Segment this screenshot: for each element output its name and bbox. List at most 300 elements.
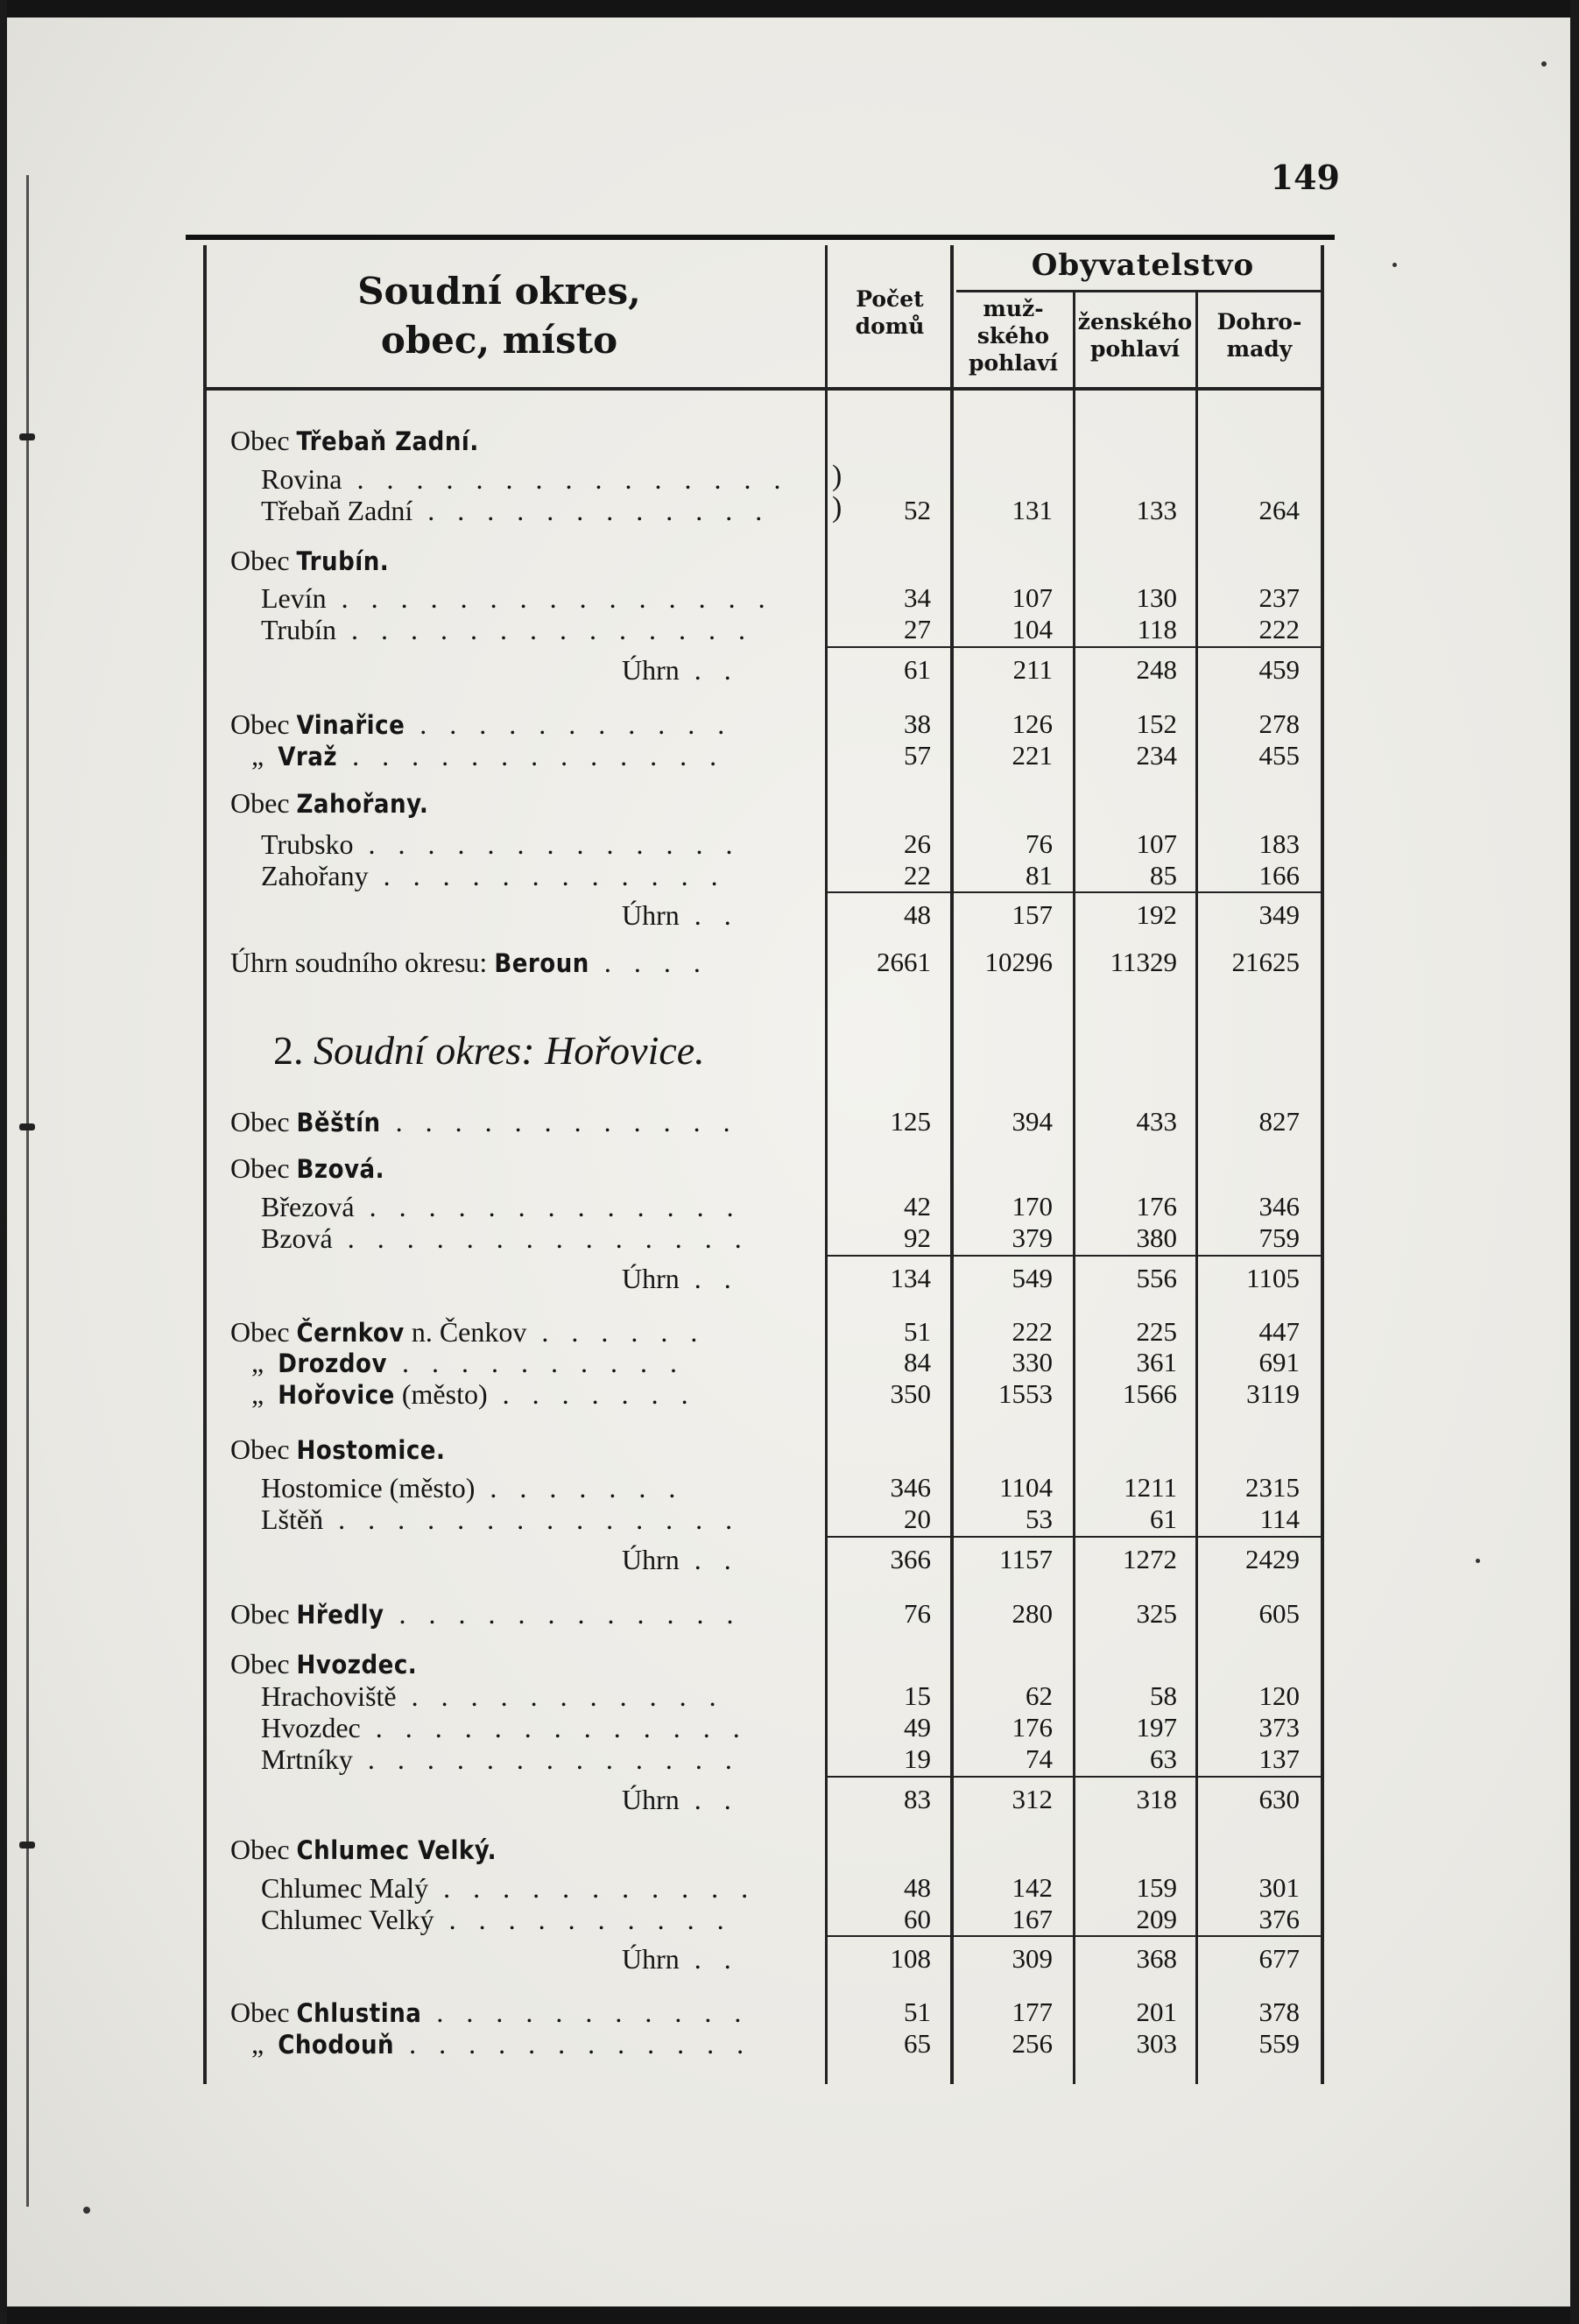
name-prefix: Chlumec Velký [261, 1904, 434, 1935]
name-prefix: Obec [230, 708, 297, 740]
column-header-female [1077, 308, 1193, 363]
name-prefix: Zahořany [261, 860, 369, 891]
table-row [0, 1680, 1579, 1713]
group-heading-row [0, 1151, 1579, 1185]
value-total: 378 [1258, 1997, 1300, 2027]
subtotal-rule [825, 891, 1324, 893]
name-prefix: Březová [261, 1191, 355, 1222]
value-total: 677 [1258, 1943, 1300, 1974]
leader-dots: . . . . . . . . . . . . . . [332, 1222, 750, 1254]
group-heading-row [0, 1647, 1579, 1680]
name-prefix: Úhrn [622, 1943, 680, 1975]
value-houses: 346 [890, 1472, 931, 1503]
value-female: 176 [1136, 1191, 1177, 1222]
name-prefix: Obec [230, 1997, 297, 2028]
value-total: 166 [1258, 860, 1300, 891]
value-female: 556 [1136, 1263, 1177, 1293]
column-header-total [1200, 308, 1319, 363]
value-total: 2429 [1245, 1544, 1300, 1574]
table-row [0, 1222, 1579, 1255]
value-houses: 51 [904, 1997, 931, 2027]
value-female: 318 [1136, 1784, 1177, 1814]
table-row [0, 739, 1579, 772]
table-row [0, 1315, 1579, 1349]
place-name [230, 946, 808, 979]
section-number: 2. [273, 1028, 314, 1073]
name-bold: Hostomice. [296, 1435, 446, 1465]
value-female: 303 [1136, 2028, 1177, 2059]
value-male: 81 [1026, 860, 1053, 891]
value-male: 53 [1026, 1504, 1053, 1534]
place-name [622, 1543, 808, 1576]
name-prefix: Levín [261, 582, 327, 614]
value-total: 264 [1258, 495, 1300, 525]
value-male: 10296 [984, 947, 1053, 977]
leader-dots: . . . . . . . . . . . . . [360, 1712, 748, 1743]
leader-dots: . . . . . . . . . . . [421, 1997, 750, 2028]
place-name [230, 1996, 808, 2029]
table-row [0, 1996, 1579, 2029]
speck [1392, 263, 1397, 267]
leader-dots: . . . . . . . . . . . [405, 708, 733, 740]
place-name [230, 1346, 808, 1379]
value-houses: 48 [904, 899, 931, 930]
header-line: Počet [856, 286, 924, 312]
value-total: 237 [1258, 582, 1300, 613]
value-male: 379 [1012, 1222, 1053, 1253]
name-prefix: Obec [230, 1106, 297, 1137]
value-houses [828, 462, 931, 496]
column-header-houses [832, 285, 948, 340]
value-houses: 22 [904, 860, 931, 891]
leader-dots: . . [679, 1263, 739, 1294]
value-male: 309 [1012, 1943, 1053, 1974]
leader-dots: . . . . . . . . . . . . . [353, 828, 741, 860]
section-heading [273, 1026, 1061, 1075]
value-male: 211 [1012, 654, 1053, 685]
table-row [0, 1743, 1579, 1776]
name-bold: Hředly [296, 1600, 384, 1630]
value-female: 234 [1136, 740, 1177, 771]
value-female: 58 [1150, 1680, 1177, 1711]
name-prefix: Obec [230, 1834, 297, 1865]
leader-dots: . . [679, 899, 739, 931]
place-name [230, 739, 808, 772]
table-row [0, 1711, 1579, 1744]
value-female: 248 [1136, 654, 1177, 685]
value-male [955, 1433, 1053, 1466]
subtotal-rule [825, 1255, 1324, 1257]
header-line: pohlaví [968, 350, 1059, 376]
name-bold: Hořovice [278, 1380, 395, 1410]
place-name [230, 544, 896, 577]
value-houses: 350 [890, 1378, 931, 1409]
value-houses: 51 [904, 1316, 931, 1347]
value-total [1202, 1151, 1300, 1185]
place-name [230, 1151, 896, 1185]
value-total [1202, 786, 1300, 820]
name-prefix: „ [230, 1378, 278, 1410]
name-prefix: Obec [230, 1648, 297, 1680]
value-houses: 83 [904, 1784, 931, 1814]
value-total: 278 [1258, 708, 1300, 739]
value-male: 330 [1012, 1347, 1053, 1377]
value-female [1079, 1833, 1177, 1866]
value-male [955, 424, 1053, 457]
value-female: 61 [1150, 1504, 1177, 1534]
place-name [261, 1222, 839, 1255]
value-total: 137 [1258, 1743, 1300, 1774]
total-row [0, 1543, 1579, 1576]
value-total [1202, 1833, 1300, 1866]
name-prefix: Obec [230, 1433, 297, 1465]
name-bold: Chlustina [296, 1998, 422, 2028]
header-line: ského [976, 323, 1050, 349]
value-female: 133 [1136, 495, 1177, 525]
value-houses: 60 [904, 1904, 931, 1934]
value-houses: 49 [904, 1712, 931, 1743]
name-bold: Chodouň [278, 2030, 395, 2060]
place-name [230, 786, 896, 820]
table-row [0, 2027, 1579, 2060]
value-male: 126 [1012, 708, 1053, 739]
name-bold: Bzová. [296, 1154, 385, 1184]
value-houses: 20 [904, 1504, 931, 1534]
name-bold: Běštín [296, 1108, 381, 1137]
value-total: 346 [1258, 1191, 1300, 1222]
leader-dots: . . . . . . . . . . . . [384, 1598, 742, 1630]
leader-dots: . . . . . . . . . . . . . [352, 1743, 740, 1775]
total-row [0, 1942, 1579, 1975]
value-houses: 108 [890, 1943, 931, 1974]
table-row [0, 1871, 1579, 1905]
name-prefix: Obec [230, 1152, 297, 1184]
value-houses: 26 [904, 828, 931, 859]
name-prefix: Trubsko [261, 828, 354, 860]
value-female: 118 [1137, 614, 1177, 644]
column-header-place [315, 267, 683, 365]
value-houses [828, 1433, 931, 1466]
value-male: 74 [1026, 1743, 1053, 1774]
name-bold: Černkov [296, 1318, 405, 1348]
header-line: muž- [983, 296, 1044, 321]
place-name [622, 898, 808, 932]
place-name [261, 1503, 839, 1536]
leader-dots: . . . . . . . [487, 1378, 696, 1410]
name-prefix: Úhrn [622, 1263, 680, 1294]
name-suffix: n. Čenkov [404, 1316, 527, 1348]
subtotal-rule [825, 1776, 1324, 1778]
column-header-male [956, 295, 1070, 377]
section-label: Soudní okres: [314, 1028, 546, 1073]
table-row [0, 462, 1579, 496]
place-name [261, 613, 839, 646]
leader-dots: . . . . . . [526, 1316, 706, 1348]
group-heading-row [0, 1433, 1579, 1466]
value-female [1079, 424, 1177, 457]
value-total [1202, 544, 1300, 577]
table-row [0, 1503, 1579, 1536]
leader-dots: . . . . [589, 947, 708, 978]
table-row [0, 1471, 1579, 1504]
name-bold: Beroun [494, 948, 589, 978]
leader-dots: . . [679, 1544, 739, 1575]
leader-dots: . . . . . . . . . . . . [394, 2028, 752, 2060]
place-name [230, 2027, 808, 2060]
value-total: 2315 [1245, 1472, 1300, 1503]
value-female [1079, 1433, 1177, 1466]
value-total: 559 [1258, 2028, 1300, 2059]
name-prefix: Lštěň [261, 1504, 324, 1535]
value-male: 549 [1012, 1263, 1053, 1293]
place-name [230, 708, 808, 741]
header-line: Soudní okres, [357, 270, 641, 313]
value-houses: 27 [904, 614, 931, 644]
name-bold: Trubín. [296, 546, 390, 576]
table-row [0, 946, 1579, 979]
place-name [622, 653, 808, 687]
header-bottom-rule [203, 387, 1324, 391]
table-row [0, 708, 1579, 741]
value-female: 192 [1136, 899, 1177, 930]
total-row [0, 653, 1579, 687]
value-total: 630 [1258, 1784, 1300, 1814]
value-male: 256 [1012, 2028, 1053, 2059]
value-male: 394 [1012, 1106, 1053, 1137]
header-line: ženského [1077, 309, 1193, 335]
value-male: 142 [1012, 1872, 1053, 1903]
value-total: 120 [1258, 1680, 1300, 1711]
place-name [230, 1647, 896, 1680]
place-name [261, 1680, 839, 1713]
value-total: 114 [1259, 1504, 1300, 1534]
place-name [622, 1783, 808, 1816]
header-line: mady [1226, 336, 1293, 362]
value-houses: 52 [904, 495, 931, 525]
subtotal-rule [825, 1536, 1324, 1538]
value-total: 455 [1258, 740, 1300, 771]
value-total: 183 [1258, 828, 1300, 859]
brace-mark: ) [832, 460, 842, 492]
value-total [1202, 1433, 1300, 1466]
name-prefix: Hostomice (město) [261, 1472, 476, 1504]
name-prefix: Chlumec Malý [261, 1872, 429, 1904]
name-prefix: Trubín [261, 614, 336, 645]
name-prefix: Úhrn [622, 1784, 680, 1815]
value-total: 222 [1258, 614, 1300, 644]
value-male: 312 [1012, 1784, 1053, 1814]
name-prefix: Mrtníky [261, 1743, 353, 1775]
value-houses: 48 [904, 1872, 931, 1903]
name-prefix: Obec [230, 787, 297, 819]
table-row [0, 613, 1579, 646]
value-total: 759 [1258, 1222, 1300, 1253]
value-houses: 19 [904, 1743, 931, 1774]
leader-dots: . . [679, 1784, 739, 1815]
value-houses: 65 [904, 2028, 931, 2059]
name-prefix: Úhrn [622, 899, 680, 931]
place-name [261, 1471, 839, 1504]
value-female: 159 [1136, 1872, 1177, 1903]
value-female: 325 [1136, 1598, 1177, 1629]
name-bold: Chlumec Velký. [296, 1835, 497, 1865]
value-total: 827 [1258, 1106, 1300, 1137]
value-female: 11329 [1110, 947, 1177, 977]
name-bold: Vinařice [296, 710, 405, 740]
value-total: 605 [1258, 1598, 1300, 1629]
name-prefix: Obec [230, 1598, 297, 1630]
value-houses [828, 786, 931, 820]
table-row [0, 1377, 1579, 1411]
value-male [955, 462, 1053, 496]
name-prefix: Úhrn soudního okresu: [230, 947, 495, 978]
header-line: obec, místo [380, 319, 618, 362]
value-female [1079, 1647, 1177, 1680]
value-houses: 15 [904, 1680, 931, 1711]
name-prefix: Obec [230, 1316, 297, 1348]
group-heading-row [0, 544, 1579, 577]
table-row [0, 581, 1579, 615]
place-name [230, 1597, 808, 1630]
header-line: domů [855, 313, 925, 339]
value-houses: 57 [904, 740, 931, 771]
value-houses [828, 424, 931, 457]
leader-dots: . . . . . . . . . . . . [380, 1106, 738, 1137]
table-row [0, 491, 1579, 527]
value-female: 368 [1136, 1943, 1177, 1974]
value-female: 433 [1136, 1106, 1177, 1137]
value-female: 201 [1136, 1997, 1177, 2027]
name-prefix: Úhrn [622, 1544, 680, 1575]
place-name [261, 1871, 839, 1905]
value-male: 107 [1012, 582, 1053, 613]
value-total [1202, 1647, 1300, 1680]
value-female: 1211 [1124, 1472, 1177, 1503]
name-prefix: Obec [230, 545, 297, 576]
total-row [0, 1783, 1579, 1816]
place-name [230, 1833, 896, 1866]
value-total: 447 [1258, 1316, 1300, 1347]
value-houses [828, 544, 931, 577]
value-total: 459 [1258, 654, 1300, 685]
header-line: Dohro- [1216, 309, 1302, 335]
leader-dots: . . . . . . . . . . [386, 1347, 685, 1378]
leader-dots: . . . . . . . . . . . . . . . [342, 463, 789, 495]
value-female [1079, 786, 1177, 820]
name-prefix: „ [230, 740, 278, 771]
value-male: 104 [1012, 614, 1053, 644]
name-prefix: Hvozdec [261, 1712, 361, 1743]
page-number: 149 [1270, 158, 1340, 197]
leader-dots: . . . . . . . . . . . . . . . [326, 582, 773, 614]
place-name [230, 1433, 896, 1466]
leader-dots: . . . . . . . [475, 1472, 684, 1504]
name-prefix: Bzová [261, 1222, 333, 1254]
value-total: 3119 [1246, 1378, 1300, 1409]
value-female: 1566 [1123, 1378, 1177, 1409]
table-row [0, 1105, 1579, 1138]
value-houses: 84 [904, 1347, 931, 1377]
place-name [230, 1315, 808, 1349]
value-female: 63 [1150, 1743, 1177, 1774]
table-row [0, 1190, 1579, 1223]
place-name [230, 1105, 808, 1138]
value-male: 1553 [998, 1378, 1053, 1409]
scan-border-top [0, 0, 1579, 18]
value-total: 301 [1258, 1872, 1300, 1903]
value-male: 1104 [999, 1472, 1053, 1503]
value-female: 209 [1136, 1904, 1177, 1934]
value-female: 130 [1136, 582, 1177, 613]
value-houses: 366 [890, 1544, 931, 1574]
value-total: 1105 [1246, 1263, 1300, 1293]
value-female: 152 [1136, 708, 1177, 739]
value-male: 222 [1012, 1316, 1053, 1347]
value-male: 170 [1012, 1191, 1053, 1222]
value-male: 131 [1012, 495, 1053, 525]
value-female [1079, 1151, 1177, 1185]
table-row [0, 1903, 1579, 1936]
value-male [955, 544, 1053, 577]
leader-dots: . . . . . . . . . . . . . . [335, 614, 753, 645]
place-name [261, 1711, 839, 1744]
place-name [261, 827, 839, 861]
value-male: 76 [1026, 828, 1053, 859]
table-row [0, 859, 1579, 892]
leader-dots: . . . . . . . . . . . [396, 1680, 724, 1712]
value-female: 225 [1136, 1316, 1177, 1347]
header-top-rule [186, 235, 1335, 240]
place-name [261, 1743, 839, 1776]
name-bold: Hvozdec. [296, 1650, 418, 1680]
group-heading-row [0, 1833, 1579, 1866]
total-row [0, 1262, 1579, 1295]
table-row [0, 1597, 1579, 1630]
value-male: 157 [1012, 899, 1053, 930]
value-total: 21625 [1231, 947, 1300, 977]
value-total: 349 [1258, 899, 1300, 930]
brace-mark: ) [832, 491, 842, 524]
value-male: 176 [1012, 1712, 1053, 1743]
value-houses [828, 1647, 931, 1680]
place-name [261, 1190, 839, 1223]
value-houses: 125 [890, 1106, 931, 1137]
name-bold: Vraž [278, 742, 338, 771]
value-male: 62 [1026, 1680, 1053, 1711]
name-bold: Třebaň Zadní. [296, 426, 479, 456]
value-male: 167 [1012, 1904, 1053, 1934]
value-female [1079, 462, 1177, 496]
value-total: 376 [1258, 1904, 1300, 1934]
value-female: 197 [1136, 1712, 1177, 1743]
leader-dots: . . . . . . . . . . [434, 1904, 732, 1935]
place-name [261, 581, 839, 615]
leader-dots: . . . . . . . . . . . . . [354, 1191, 742, 1222]
value-female: 1272 [1123, 1544, 1177, 1574]
place-name [230, 424, 896, 457]
leader-dots: . . . . . . . . . . . [428, 1872, 757, 1904]
group-heading-row [0, 424, 1579, 457]
table-row [0, 827, 1579, 861]
value-houses: 76 [904, 1598, 931, 1629]
place-name [261, 1903, 839, 1936]
speck [1541, 61, 1547, 67]
value-houses: 61 [904, 654, 931, 685]
speck [83, 2207, 90, 2214]
table-row [0, 1346, 1579, 1379]
group-heading-row [0, 786, 1579, 820]
name-prefix: Třebaň Zadní [261, 495, 413, 526]
